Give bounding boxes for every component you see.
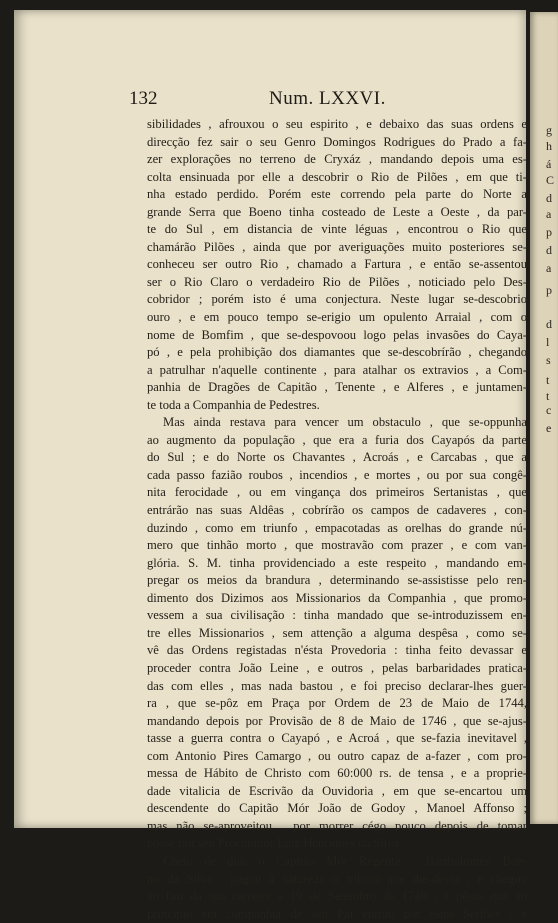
next-page-margin-char: C xyxy=(546,173,555,187)
text-line: ser o Rio Claro o verdadeiro Rio de Pilões , noticiado pelo Des- xyxy=(147,274,527,289)
next-page-margin-char: s xyxy=(546,353,551,367)
text-line: ao augmento da população , que era a furia dos Cayapós da parte xyxy=(147,432,527,447)
page-number: 132 xyxy=(129,88,158,109)
text-line: ra , que se-pôz em Praça por Ordem de 23 de Maio de 1744, xyxy=(147,696,527,711)
text-line: cada passo fazião roubos , incendios , e mortes , ou por sua congê- xyxy=(147,467,527,482)
text-line: posse por seu Procurador Luiz Henriques da Silva. xyxy=(147,836,403,851)
next-page-margin-char: e xyxy=(546,421,552,435)
text-line: direcção fez sair o seu Genro Domingos Rodrigues do Prado a fa- xyxy=(147,134,527,149)
text-line: te toda a Companhia de Pedestres. xyxy=(147,397,320,412)
text-line: principio em companhia de seu Pai entrou por estes Sertões , e xyxy=(147,906,527,921)
text-line: tasse a guerra contra o Cayapó , e Acroá , que se-fazia inevitavel , xyxy=(147,731,527,746)
next-page-margin-char: l xyxy=(546,335,550,349)
text-line: mandando depois por Provisão de 8 de Maio de 1746 , que se-ajus- xyxy=(147,713,527,728)
text-line: nita ferocidade , ou em vingança dos primeiros Sertanistas , que xyxy=(147,485,527,500)
text-line: grande Serra que Boeno tinha costeado de Leste a Oeste , da par- xyxy=(147,204,527,219)
text-line: sibilidades , afrouxou o seu espirito , e debaixo das suas ordens e xyxy=(147,117,527,131)
text-line: conheceu ser outro Rio , chamado a Fartura , e então se-assentou xyxy=(147,257,527,272)
next-page-margin-char: h xyxy=(546,139,552,153)
text-line: pó , e pela prohibição dos diamantes que se-descobrírão , chegando xyxy=(147,345,527,360)
text-line: no da Silva , pagou á natureza o tributo que lhe-devia , e chegou xyxy=(147,871,527,886)
text-line: panhia de Dragões de Capitão , Tenente , e Alferes , e juntamen- xyxy=(147,380,527,395)
next-page-margin-char: c xyxy=(546,403,552,417)
text-line: te do Sul , em distancia de vinte léguas , encontrou o Rio que xyxy=(147,222,527,237)
text-line: ouro , e em pouco tempo se-erigio um opulento Arraial , com o xyxy=(147,310,527,325)
book-page xyxy=(14,10,527,921)
text-line: dade vitalicia de Escrivão da Ouvidoria , em que se-encartou um xyxy=(147,783,527,798)
text-line: mas não se-aproveitou , por morrer cégo pouco depois de tomar xyxy=(147,818,527,833)
text-line: vê das Ordens registadas n'ésta Provedoria : tinha feito devassar e xyxy=(147,643,527,658)
text-line: colta ensinuada por elle a descobrir o Rio de Pilões , em que ti- xyxy=(147,169,527,184)
text-line: do Sul ; e do Norte os Chavantes , Acroás , e Carcabas , que a xyxy=(147,450,527,465)
text-line: nome de Bomfim , que se-despovoou logo pelas invasões do Caya- xyxy=(147,327,527,342)
text-line: a patrulhar n'aquelle continente , para atalhar os extravios , a Com- xyxy=(147,362,527,377)
next-page-margin-char: g xyxy=(546,123,552,137)
text-line: Mas ainda restava para vencer um obstaculo , que se-oppunha xyxy=(163,415,527,430)
next-page-margin-char: t xyxy=(546,389,550,403)
next-page-margin-char: á xyxy=(546,157,552,171)
text-line: nha estado perdido. Porém este correndo pela parte do Norte a xyxy=(147,187,527,202)
next-page-margin-char: p xyxy=(546,283,552,297)
text-line: entrárão nas suas Aldêas , cobrírão os campos de cadaveres , con- xyxy=(147,503,527,518)
next-page-margin-char: d xyxy=(546,317,552,331)
next-page-margin-char: p xyxy=(546,225,552,239)
text-line: Cheio de dias o Capitão Mór Regente , Bartholomeu Boe- xyxy=(163,853,527,868)
next-page-edge xyxy=(530,12,558,824)
text-line: cobridor ; porém isto é uma conjectura. Neste lugar se-descobrio xyxy=(147,292,527,307)
next-page-margin-char: t xyxy=(546,373,550,387)
text-line: mero que tinhão morto , que mostravão com prazer , e com van- xyxy=(147,538,527,553)
text-line: descendente do Capitão Mór João de Godoy , Manoel Affonso ; xyxy=(147,801,527,816)
text-line: glória. S. M. tinha providenciado a este respeito , mandando em- xyxy=(147,555,527,570)
text-line: das com elles , mas nada bastou , e foi preciso declarar-lhes guer- xyxy=(147,678,527,693)
page-header xyxy=(129,88,524,112)
next-page-margin-char: d xyxy=(546,191,552,205)
next-page-margin-char: d xyxy=(546,243,552,257)
text-line: ao fim da sua carreira a 19 de Setembro de 1740 , e pôsto que ao xyxy=(147,889,527,904)
text-line: proceder contra João Leine , e outros , pelas barbaridades pratica- xyxy=(147,660,527,675)
body-text xyxy=(147,116,527,923)
running-title: Num. LXXVI. xyxy=(269,88,386,109)
text-line: zer explorações no terreno de Cryxáz , mandando depois uma es- xyxy=(147,152,527,167)
text-line: dimento dos Dizimos aos Missionarios da Companhia , que promo- xyxy=(147,590,527,605)
text-line: vessem a sua civilisação : tinha mandado que se-introduzissem en- xyxy=(147,608,527,623)
text-line: duzindo , como em triunfo , empacotadas as orelhas do grande nú- xyxy=(147,520,527,535)
text-line: chamárão Pilões , ainda que por averiguações muito posteriores se- xyxy=(147,239,527,254)
next-page-margin-char: a xyxy=(546,261,552,275)
text-line: pregar os meios da brandura , determinando se-assistisse pelo ren- xyxy=(147,573,527,588)
next-page-margin-char: a xyxy=(546,207,552,221)
text-line: messa de Hábito de Christo com 60:000 rs. de tensa , e a proprie- xyxy=(147,766,527,781)
text-line: tre elles Missionarios , sem attenção a alguma despêsa , como se- xyxy=(147,625,527,640)
text-line: com Antonio Pires Camargo , ou outro capaz de a-fazer , com pro- xyxy=(147,748,527,763)
